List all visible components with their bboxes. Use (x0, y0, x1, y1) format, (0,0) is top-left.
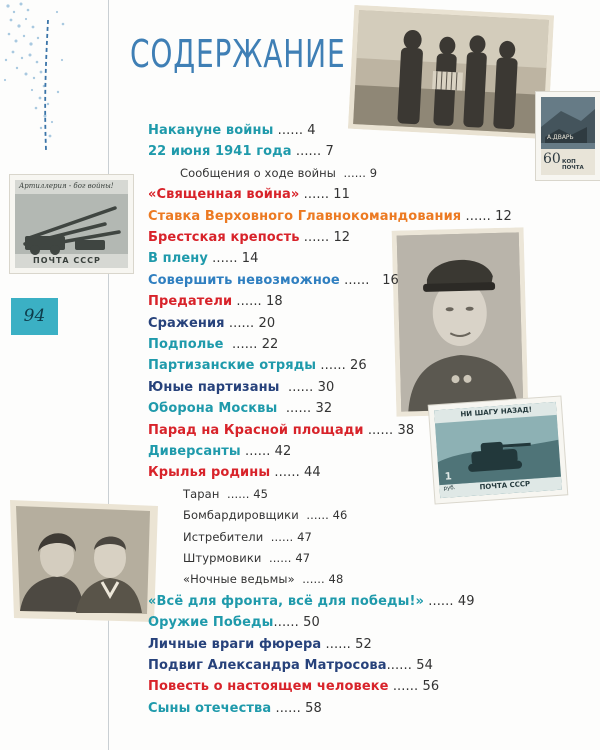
toc-entry-page: 44 (304, 465, 321, 481)
toc-entry[interactable] (148, 187, 350, 202)
toc-entry-page: 11 (333, 187, 351, 203)
toc-entry-title: Брестская крепость (148, 230, 300, 245)
toc-entry-page: 58 (305, 700, 322, 716)
toc-entry-title: Парад на Красной площади (148, 422, 364, 438)
toc-entry-title: Повесть о настоящем человеке (148, 679, 389, 695)
toc-entry-page: 47 (295, 551, 311, 565)
toc-subentry[interactable] (183, 551, 310, 565)
toc-entry-page: 12 (333, 230, 351, 245)
stamp-bottom-text: ПОЧТА СССР (33, 256, 101, 265)
toc-subentry[interactable] (183, 572, 343, 586)
soldier-portrait-photo (392, 227, 529, 416)
toc-entry-title: Бомбардировщики (183, 508, 299, 523)
toc-entry-title: «Всё для фронта, всё для победы!» (148, 593, 424, 609)
toc-entry-title: Личные враги фюрера (148, 636, 322, 652)
toc-entry[interactable] (148, 465, 321, 480)
toc-entry-dots: ...... (270, 465, 305, 481)
stamp-60-kop (536, 92, 600, 180)
toc-entry-dots: ...... (232, 294, 267, 310)
stamp-top-text: НИ ШАГУ НАЗАД! (460, 405, 533, 419)
toc-entry-page: 50 (303, 615, 320, 631)
toc-entry-page: 45 (253, 486, 269, 501)
toc-entry-page: 12 (495, 208, 512, 224)
toc-entry-dots: ...... (224, 315, 259, 331)
toc-entry-dots: ...... (273, 615, 304, 631)
toc-entry-dots: ...... (240, 444, 275, 459)
toc-entry-dots: ...... (321, 636, 356, 652)
toc-entry-title: Подвиг Александра Матросова (148, 658, 387, 673)
toc-entry-page: 9 (369, 165, 378, 180)
toc-entry-page: 22 (261, 337, 279, 352)
toc-entry-dots: ...... (219, 486, 254, 501)
toc-entry[interactable] (148, 679, 439, 694)
toc-entry[interactable] (148, 637, 372, 652)
stamp-unit: руб. (443, 485, 456, 492)
toc-entry-page: 38 (397, 422, 415, 438)
toc-entry[interactable] (148, 658, 433, 673)
toc-entry-title: В плену (148, 251, 208, 267)
toc-entry[interactable] (148, 273, 399, 288)
toc-entry[interactable] (148, 401, 332, 416)
toc-entry-dots: ...... (261, 551, 296, 565)
stamp-bottom-text: ПОЧТА СССР (479, 479, 531, 492)
toc-entry-dots: ...... (461, 208, 496, 224)
toc-entry-dots: ...... (335, 165, 370, 180)
toc-entry-page: 16 (382, 272, 399, 288)
toc-entry-page: 49 (457, 593, 475, 609)
stamp-corner-text: А.ДВАРЬ (547, 134, 574, 141)
page-spine-line (108, 0, 109, 750)
toc-entry-dots: ...... (298, 508, 333, 523)
toc-entry[interactable] (148, 144, 334, 159)
toc-entry[interactable] (148, 209, 512, 224)
toc-entry-title: «Священная война» (148, 187, 300, 203)
toc-entry-title: Предатели (148, 294, 233, 310)
toc-entry-dots: ...... (386, 658, 417, 673)
toc-entry-title: Совершить невозможное (148, 272, 340, 288)
toc-entry-dots: ...... (279, 379, 318, 395)
toc-entry-dots: ...... (291, 144, 326, 160)
page-number: 94 (11, 298, 58, 335)
toc-entry-title: Подполье (148, 337, 224, 352)
toc-entry-page: 30 (317, 379, 335, 395)
toc-entry-dots: ...... (363, 422, 398, 438)
toc-entry-title: Накануне войны (148, 123, 274, 138)
stamp-value: 60 (543, 151, 561, 167)
toc-entry[interactable] (148, 316, 275, 331)
stamp-bottom-text: КОП ПОЧТА (562, 159, 584, 171)
toc-entry[interactable] (148, 615, 320, 630)
stamp-tank (429, 397, 568, 504)
toc-entry-page: 42 (274, 444, 292, 459)
toc-entry-page: 48 (328, 572, 344, 587)
page-title: СОДЕРЖАНИЕ (130, 32, 346, 76)
toc-entry-page: 52 (355, 636, 372, 652)
toc-entry-title: Юные партизаны (148, 379, 280, 395)
toc-entry-page: 18 (266, 294, 283, 310)
toc-entry-page: 46 (332, 508, 348, 523)
couple-photo (10, 500, 158, 622)
toc-entry-title: Сообщения о ходе войны (180, 165, 336, 180)
toc-entry[interactable] (148, 358, 367, 373)
toc-entry-page: 32 (315, 401, 333, 417)
stamp-top-text: Артиллерия - бог войны! (19, 182, 114, 190)
toc-entry-title: Истребители (183, 529, 264, 544)
toc-entry[interactable] (148, 701, 322, 716)
toc-entry-title: Ставка Верховного Главнокомандования (148, 208, 462, 224)
toc-entry[interactable] (148, 123, 316, 138)
toc-subentry[interactable] (183, 508, 347, 522)
toc-subentry[interactable] (183, 530, 312, 544)
toc-entry-dots: ...... (263, 529, 298, 544)
toc-entry-title: «Ночные ведьмы» (183, 572, 295, 587)
toc-entry-title: Оборона Москвы (148, 401, 278, 417)
stamp-artillery (10, 175, 133, 273)
toc-entry-dots: ...... (424, 593, 458, 609)
toc-entry-page: 7 (325, 144, 334, 160)
soldiers-group-photo (348, 5, 554, 139)
toc-entry-page: 20 (258, 315, 276, 331)
toc-entry[interactable] (148, 444, 291, 459)
toc-entry-dots: ...... (388, 679, 423, 695)
toc-entry-dots: ...... (299, 187, 334, 203)
toc-entry[interactable] (148, 380, 334, 395)
toc-entry-title: Партизанские отряды (148, 358, 317, 374)
toc-entry-dots: ...... (316, 358, 351, 374)
toc-entry[interactable] (148, 294, 283, 309)
toc-entry-page: 56 (422, 679, 440, 695)
toc-entry-dots: ...... (299, 230, 334, 245)
toc-entry-title: Диверсанты (148, 444, 241, 459)
toc-entry-dots: ...... (273, 123, 308, 138)
stamp-value: 1 (444, 471, 453, 483)
toc-subentry[interactable] (183, 487, 268, 501)
toc-entry-title: Сыны отечества (148, 700, 272, 716)
toc-entry-dots: ...... (271, 700, 306, 716)
toc-entry-page: 26 (350, 358, 367, 374)
toc-entry[interactable] (148, 251, 259, 266)
toc-entry-dots: ...... (207, 251, 242, 267)
toc-entry-page: 14 (241, 251, 259, 267)
toc-entry-page: 54 (416, 658, 433, 673)
toc-entry-page: 4 (307, 123, 316, 138)
toc-entry-title: Штурмовики (183, 551, 262, 565)
toc-entry[interactable] (148, 594, 475, 609)
toc-subentry[interactable] (180, 166, 377, 180)
decorative-dots (0, 0, 110, 170)
toc-entry-dots: ...... (294, 572, 329, 587)
toc-entry-title: Таран (183, 486, 220, 501)
toc-entry-title: Оружие Победы (148, 615, 274, 631)
toc-entry-page: 47 (297, 529, 312, 544)
toc-entry-dots: ...... (339, 272, 383, 288)
toc-entry-title: Крылья родины (148, 465, 271, 481)
toc-entry-title: Сражения (148, 315, 225, 331)
toc-entry[interactable] (148, 423, 414, 438)
toc-entry-dots: ...... (277, 401, 316, 417)
toc-entry[interactable] (148, 230, 350, 245)
toc-entry-dots: ...... (223, 337, 262, 352)
toc-entry-title: 22 июня 1941 года (148, 144, 292, 160)
toc-entry[interactable] (148, 337, 278, 352)
